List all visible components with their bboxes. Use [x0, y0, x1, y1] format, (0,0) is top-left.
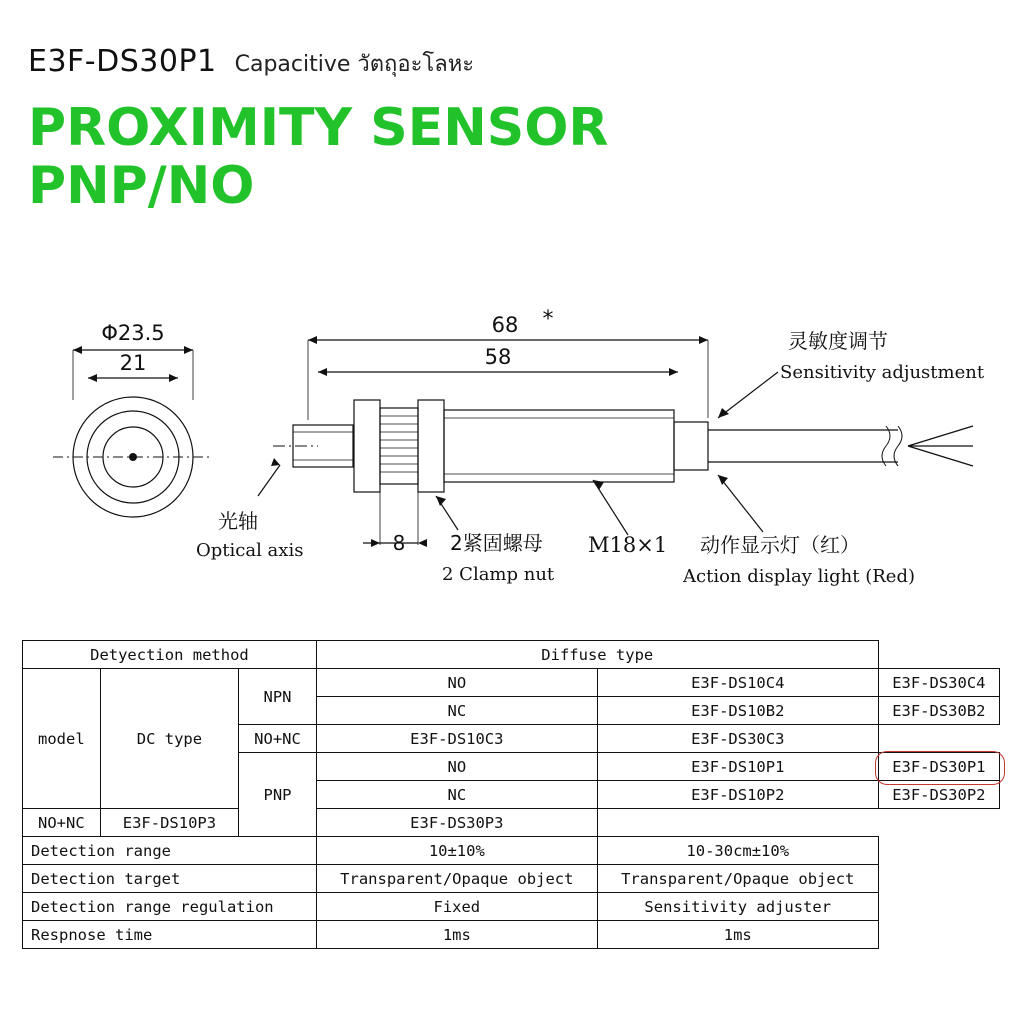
spec-label: Detection target [23, 865, 317, 893]
cell-model-col1: E3F-DS10C3 [316, 725, 597, 753]
page-title-line1: PROXIMITY SENSOR [28, 98, 609, 158]
clamp-nut-1 [354, 400, 380, 492]
spec-value-col2: Sensitivity adjuster [597, 893, 878, 921]
header-diffuse-type: Diffuse type [316, 641, 878, 669]
dim-body-label: 58 [484, 345, 512, 369]
table-row [23, 809, 1000, 837]
cell-model-col2: E3F-DS30C3 [597, 725, 878, 753]
spec-value-col2: 10-30cm±10% [597, 837, 878, 865]
clamp-nut-2 [418, 400, 444, 492]
spec-value-col1: Transparent/Opaque object [316, 865, 597, 893]
cell-model-col1: E3F-DS10B2 [597, 697, 878, 725]
cell-model-col2: E3F-DS30P3 [316, 809, 597, 837]
cell-model-col1: E3F-DS10P2 [597, 781, 878, 809]
table-row [23, 837, 1000, 865]
cell-npn-label: NPN [239, 669, 317, 725]
wire-3 [908, 446, 973, 466]
cell-dc-type-label: DC type [100, 669, 238, 809]
spec-value-col1: Fixed [316, 893, 597, 921]
threaded-section [380, 408, 418, 484]
cell-model-col2: E3F-DS30B2 [878, 697, 999, 725]
page-header [28, 44, 988, 215]
page-title-line2: PNP/NO [28, 156, 255, 217]
cell-contact: NO [316, 753, 597, 781]
wire-1 [908, 426, 973, 446]
spec-value-col1: 1ms [316, 921, 597, 949]
cable-gland [674, 422, 708, 470]
leader-optical-axis [258, 465, 280, 496]
model-line [28, 44, 988, 81]
dimension-drawing [18, 300, 1008, 620]
table-row [23, 893, 1000, 921]
label-optical-axis-en: Optical axis [196, 540, 304, 561]
cell-model-col2: E3F-DS30C4 [878, 669, 999, 697]
spec-label: Respnose time [23, 921, 317, 949]
cell-model-col1: E3F-DS10P1 [597, 753, 878, 781]
cell-model-col1: E3F-DS10P3 [100, 809, 238, 837]
dim-face-label: 21 [119, 351, 147, 375]
header-detection-method: Detyection method [23, 641, 317, 669]
leader-led [718, 475, 763, 532]
label-led-cn: 动作显示灯（红） [700, 533, 860, 557]
cell-contact: NO+NC [23, 809, 101, 837]
table-row [23, 921, 1000, 949]
cell-contact: NO+NC [239, 725, 317, 753]
label-clamp-nut-cn: 2紧固螺母 [450, 531, 543, 555]
cell-contact: NO [316, 669, 597, 697]
cell-model-label: model [23, 669, 101, 809]
label-sensitivity-en: Sensitivity adjustment [780, 362, 985, 383]
dim-thread-label: 8 [392, 531, 406, 555]
dim-diameter-label: Φ23.5 [101, 321, 165, 345]
spec-value-col1: 10±10% [316, 837, 597, 865]
spec-label: Detection range regulation [23, 893, 317, 921]
cell-contact: NC [316, 781, 597, 809]
page-title [28, 99, 988, 215]
cell-contact: NC [316, 697, 597, 725]
cell-model-col1: E3F-DS10C4 [597, 669, 878, 697]
spec-value-col2: Transparent/Opaque object [597, 865, 878, 893]
label-led-en: Action display light (Red) [683, 566, 915, 587]
drawing-svg [18, 300, 1008, 620]
sensor-barrel [444, 410, 674, 482]
label-clamp-nut-en: 2 Clamp nut [442, 564, 555, 585]
table-row [23, 865, 1000, 893]
label-optical-axis-cn: 光轴 [218, 509, 258, 533]
model-code: E3F-DS30P1 [28, 44, 217, 79]
model-description: Capacitive วัตถุอะโลหะ [234, 52, 475, 77]
label-sensitivity-cn: 灵敏度调节 [788, 329, 888, 353]
spec-label: Detection range [23, 837, 317, 865]
cell-model-col2: E3F-DS30P2 [878, 781, 999, 809]
table-header-row [23, 641, 1000, 669]
spec-value-col2: 1ms [597, 921, 878, 949]
label-thread-spec: M18×1 [588, 533, 668, 557]
leader-sensitivity [718, 372, 778, 418]
cell-model-col2-highlighted: E3F-DS30P1 [878, 753, 999, 781]
dim-total-asterisk: * [542, 307, 554, 332]
cell-pnp-label: PNP [239, 753, 317, 837]
dim-total-label: 68 [491, 313, 519, 337]
spec-table [22, 640, 1000, 949]
